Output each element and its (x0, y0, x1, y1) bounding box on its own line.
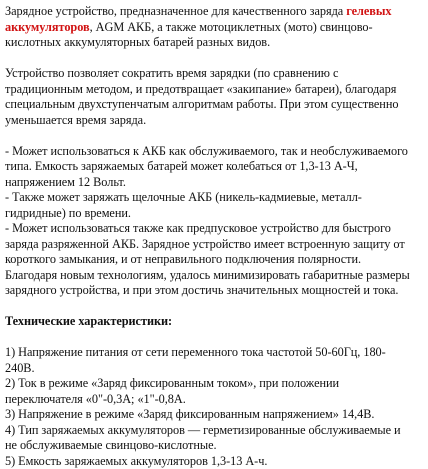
spec-line: переключателя «0"-0,3А; «1"-0,8А. (5, 392, 426, 408)
paragraph-spacer (5, 299, 426, 315)
intro-line-3: кислотных аккумуляторных батарей разных видов. (5, 35, 426, 51)
intro-line-2 (5, 20, 426, 36)
intro-paragraph (5, 4, 426, 51)
text-line: Устройство позволяет сократить время зарядки (по сравнению с (5, 66, 426, 82)
spec-line: 4) Тип заряжаемых аккумуляторов — герметизированные обслуживаемые и (5, 423, 426, 439)
paragraph-spacer (5, 51, 426, 67)
intro-line-1 (5, 4, 426, 20)
spec-line: 1) Напряжение питания от сети переменного тока частотой 50-60Гц, 180- (5, 345, 426, 361)
paragraph-spacer (5, 128, 426, 144)
text-line: специальным двухступенчатым алгоритмам работы. При этом существенно (5, 97, 426, 113)
specs-list (5, 345, 426, 469)
text-line: зарядного устройства, и при этом достичь значительных мощностей и тока. (5, 283, 426, 299)
highlighted-term: гелевых (346, 4, 391, 18)
text-line: уменьшается время заряда. (5, 113, 426, 129)
intro-text: Зарядное устройство, предназначенное для качественного заряда (5, 4, 346, 18)
text-line: Благодаря новым технологиям, удалось минимизировать габаритные размеры (5, 268, 426, 284)
text-line: гидридные) по времени. (5, 206, 426, 222)
spec-line: 2) Ток в режиме «Заряд фиксированным током», при положении (5, 376, 426, 392)
text-line: короткого замыкания, и от неправильного подключения полярности. (5, 252, 426, 268)
intro-text: , AGM АКБ, а также мотоциклетных (мото) свинцово- (90, 20, 373, 34)
text-line: напряжением 12 Вольт. (5, 175, 426, 191)
text-line: - Может использоваться к АКБ как обслуживаемого, так и необслуживаемого (5, 144, 426, 160)
text-line: - Также может заряжать щелочные АКБ (никель-кадмиевые, металл- (5, 190, 426, 206)
spec-line: 3) Напряжение в режиме «Заряд фиксированным напряжением» 14,4В. (5, 407, 426, 423)
specs-heading: Технические характеристики: (5, 314, 426, 330)
paragraph-spacer (5, 330, 426, 346)
spec-line: 5) Емкость заряжаемых аккумуляторов 1,3-13 А-ч. (5, 454, 426, 469)
features-paragraph (5, 144, 426, 299)
text-line: - Может использоваться также как предпусковое устройство для быстрого (5, 221, 426, 237)
text-line: традиционным методом, и предотвращает «закипание» батареи), благодаря (5, 82, 426, 98)
text-line: заряда разряженной АКБ. Зарядное устройство имеет встроенную защиту от (5, 237, 426, 253)
highlighted-term: аккумуляторов (5, 20, 90, 34)
text-line: типа. Емкость заряжаемых батарей может колебаться от 1,3-13 А-Ч, (5, 159, 426, 175)
spec-line: не обслуживаемые свинцово-кислотные. (5, 438, 426, 454)
document-body (5, 4, 426, 469)
spec-line: 240В. (5, 361, 426, 377)
advantages-paragraph (5, 66, 426, 128)
